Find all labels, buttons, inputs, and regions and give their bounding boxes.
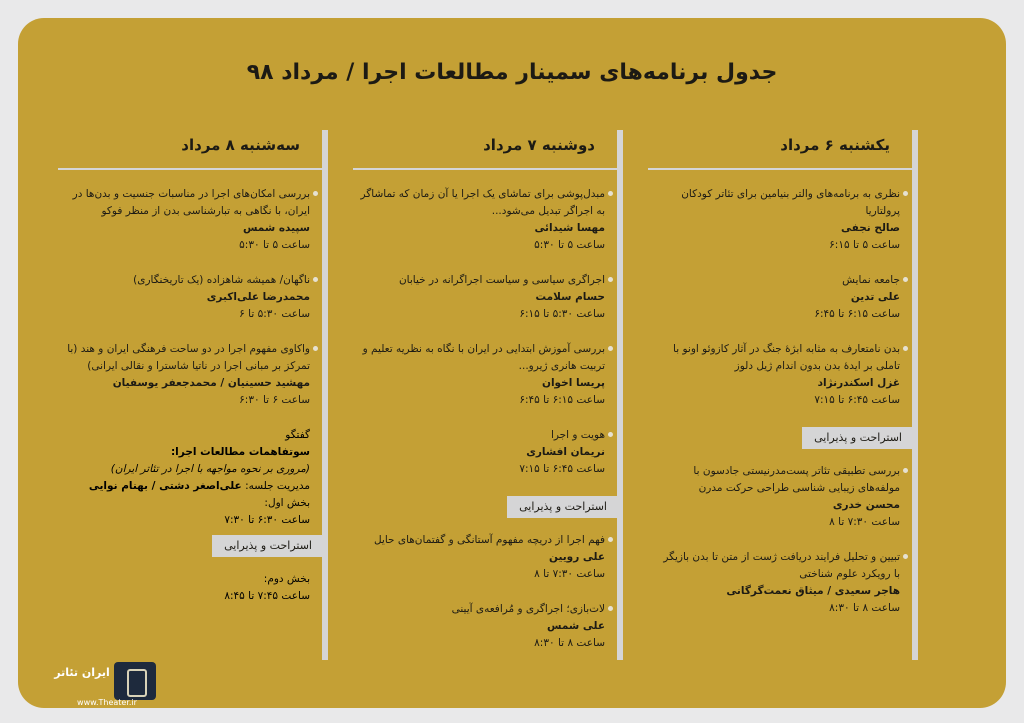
bullet-icon xyxy=(608,537,613,542)
session-item xyxy=(360,427,605,478)
bullet-icon xyxy=(313,346,318,351)
session-speaker: علی تدین xyxy=(850,291,900,303)
session-time: ساعت ۵ تا ۵:۳۰ xyxy=(239,239,310,251)
session-topic: بررسی آموزش ابتدایی در ایران با نگاه به نظریه تعلیم و تربیت هانری ژیرو... xyxy=(362,343,605,372)
day-heading: سه‌شنبه ۸ مرداد xyxy=(181,136,300,154)
session-time: ساعت ۸ تا ۸:۳۰ xyxy=(534,637,605,649)
theater-emblem-icon xyxy=(114,662,156,700)
schedule-card xyxy=(18,18,1006,708)
session-item xyxy=(655,186,900,254)
session-item xyxy=(655,463,900,531)
part1-label: بخش اول: xyxy=(264,497,310,509)
session-time: ساعت ۵ تا ۵:۳۰ xyxy=(534,239,605,251)
break-label: استراحت و پذیرایی xyxy=(212,535,324,557)
bullet-icon xyxy=(608,606,613,611)
discussion-label: گفتگو xyxy=(285,429,310,441)
session-speaker: مهسا شیدائی xyxy=(534,222,605,234)
session-topic: بررسی تطبیقی تئاتر پست‌مدرنیستی جادسون با مولفه‌های زیبایی شناسی طراحی حرکت مدرن xyxy=(693,465,900,494)
session-speaker: محسن خدری xyxy=(832,499,900,511)
bullet-icon xyxy=(608,277,613,282)
discussion-subtitle: (مروری بر نحوه مواجهه با اجرا در تئاتر ایران) xyxy=(110,463,310,475)
discussion-title: سوتفاهمات مطالعات اجرا: xyxy=(170,446,310,458)
session-topic: ناگهان/ همیشه شاهزاده (یک تاریخنگاری) xyxy=(133,274,310,286)
session-time: ساعت ۶:۱۵ تا ۶:۴۵ xyxy=(519,394,605,406)
session-topic: لات‌بازی؛ اجراگری و مُرافعه‌ی آیینی xyxy=(451,603,605,615)
session-speaker: علی شمس xyxy=(547,620,605,632)
break-label: استراحت و پذیرایی xyxy=(802,427,914,449)
session-topic: جامعه نمایش xyxy=(842,274,900,286)
session-speaker: محمدرضا علی‌اکبری xyxy=(206,291,310,303)
session-speaker: پریسا اخوان xyxy=(541,377,605,389)
session-speaker: هاجر سعیدی / میثاق نعمت‌گرگانی xyxy=(726,585,900,597)
page-title: جدول برنامه‌های سمینار مطالعات اجرا / مرداد ۹۸ xyxy=(246,60,778,85)
session-list xyxy=(655,186,900,635)
session-topic: اجراگری سیاسی و سیاست اجراگرانه در خیابان xyxy=(398,274,605,286)
column-divider xyxy=(912,130,918,660)
session-list xyxy=(65,186,310,605)
discussion-moderator xyxy=(65,478,310,495)
session-time: ساعت ۶:۴۵ تا ۷:۱۵ xyxy=(519,463,605,475)
bullet-icon xyxy=(313,277,318,282)
bullet-icon xyxy=(608,191,613,196)
bullet-icon xyxy=(313,191,318,196)
session-topic: هویت و اجرا xyxy=(550,429,605,441)
part2-time: ساعت ۷:۴۵ تا ۸:۴۵ xyxy=(224,590,310,602)
column-divider xyxy=(322,130,328,660)
session-speaker: حسام سلامت xyxy=(535,291,605,303)
bullet-icon xyxy=(903,468,908,473)
break-label: استراحت و پذیرایی xyxy=(507,496,619,518)
session-item xyxy=(655,549,900,617)
session-item xyxy=(360,601,605,652)
session-time: ساعت ۶:۱۵ تا ۶:۴۵ xyxy=(814,308,900,320)
column-header-line xyxy=(648,168,918,170)
session-topic: تبیین و تحلیل فرایند دریافت ژست از متن تا بدن بازیگر با رویکرد علوم شناختی xyxy=(663,551,900,580)
session-time: ساعت ۵:۳۰ تا ۶:۱۵ xyxy=(519,308,605,320)
session-speaker: صالح نجفی xyxy=(841,222,900,234)
part1-time: ساعت ۶:۳۰ تا ۷:۳۰ xyxy=(224,514,310,526)
column-header-line xyxy=(353,168,623,170)
bullet-icon xyxy=(903,277,908,282)
session-item xyxy=(360,341,605,409)
session-time: ساعت ۶:۴۵ تا ۷:۱۵ xyxy=(814,394,900,406)
bullet-icon xyxy=(903,346,908,351)
session-time: ساعت ۷:۳۰ تا ۸ xyxy=(534,568,605,580)
session-item xyxy=(65,272,310,323)
session-time: ساعت ۸ تا ۸:۳۰ xyxy=(829,602,900,614)
session-topic: نظری به برنامه‌های والتر بنیامین برای تئاتر کودکان پرولتاریا xyxy=(681,188,900,217)
session-topic: بررسی امکان‌های اجرا در مناسبات جنسیت و بدن‌ها در ایران، با نگاهی به تبارشناسی بدن از منظر فوکو xyxy=(72,188,310,217)
session-speaker: غزل اسکندرنژاد xyxy=(817,377,900,389)
session-item xyxy=(360,272,605,323)
moderator-names: علی‌اصغر دشتی / بهنام نوایی xyxy=(88,480,242,492)
theater-logo xyxy=(52,658,172,718)
bullet-icon xyxy=(903,191,908,196)
session-time: ساعت ۵:۳۰ تا ۶ xyxy=(239,308,310,320)
column-header-line xyxy=(58,168,328,170)
bullet-icon xyxy=(608,432,613,437)
discussion-panel xyxy=(65,427,310,605)
session-item xyxy=(65,341,310,409)
logo-name: ایران تئاتر xyxy=(54,666,110,679)
session-time: ساعت ۷:۳۰ تا ۸ xyxy=(829,516,900,528)
column-monday xyxy=(353,130,623,660)
session-item xyxy=(65,186,310,254)
part2-label: بخش دوم: xyxy=(263,573,310,585)
session-speaker: مهشید حسینیان / محمدجعفر یوسفیان xyxy=(112,377,310,389)
session-time: ساعت ۵ تا ۶:۱۵ xyxy=(829,239,900,251)
day-heading: دوشنبه ۷ مرداد xyxy=(483,136,595,154)
session-topic: بدن نامتعارف به مثابه ابژۀ جنگ در آثار کازوئو اونو با تاملی بر ایدۀ بدن بدون اندام ژیل دلوز xyxy=(673,343,900,372)
session-topic: مبدل‌پوشی برای تماشای یک اجرا یا آن زمان که تماشاگر به اجراگر تبدیل می‌شود... xyxy=(360,188,605,217)
session-list xyxy=(360,186,605,670)
session-speaker: نریمان افشاری xyxy=(526,446,605,458)
bullet-icon xyxy=(903,554,908,559)
column-sunday xyxy=(648,130,918,660)
session-item xyxy=(655,341,900,409)
session-time: ساعت ۶ تا ۶:۳۰ xyxy=(239,394,310,406)
column-tuesday xyxy=(58,130,328,660)
logo-url: www.Theater.ir xyxy=(77,698,137,707)
session-speaker: علی رویین xyxy=(549,551,605,563)
session-item xyxy=(360,532,605,583)
session-topic: فهم اجرا از دریچه مفهوم آستانگی و گفتمان‌های حایل xyxy=(373,534,605,546)
session-speaker: سپیده شمس xyxy=(242,222,310,234)
session-item xyxy=(655,272,900,323)
moderator-label: مدیریت جلسه: xyxy=(245,480,310,492)
column-divider xyxy=(617,130,623,660)
session-topic: واکاوی مفهوم اجرا در دو ساحت فرهنگی ایران و هند (با تمرکز بر مبانی اجرا در ناتیا شاسترا و نقالی ایرانی) xyxy=(67,343,310,372)
session-item xyxy=(360,186,605,254)
bullet-icon xyxy=(608,346,613,351)
day-heading: یکشنبه ۶ مرداد xyxy=(780,136,890,154)
